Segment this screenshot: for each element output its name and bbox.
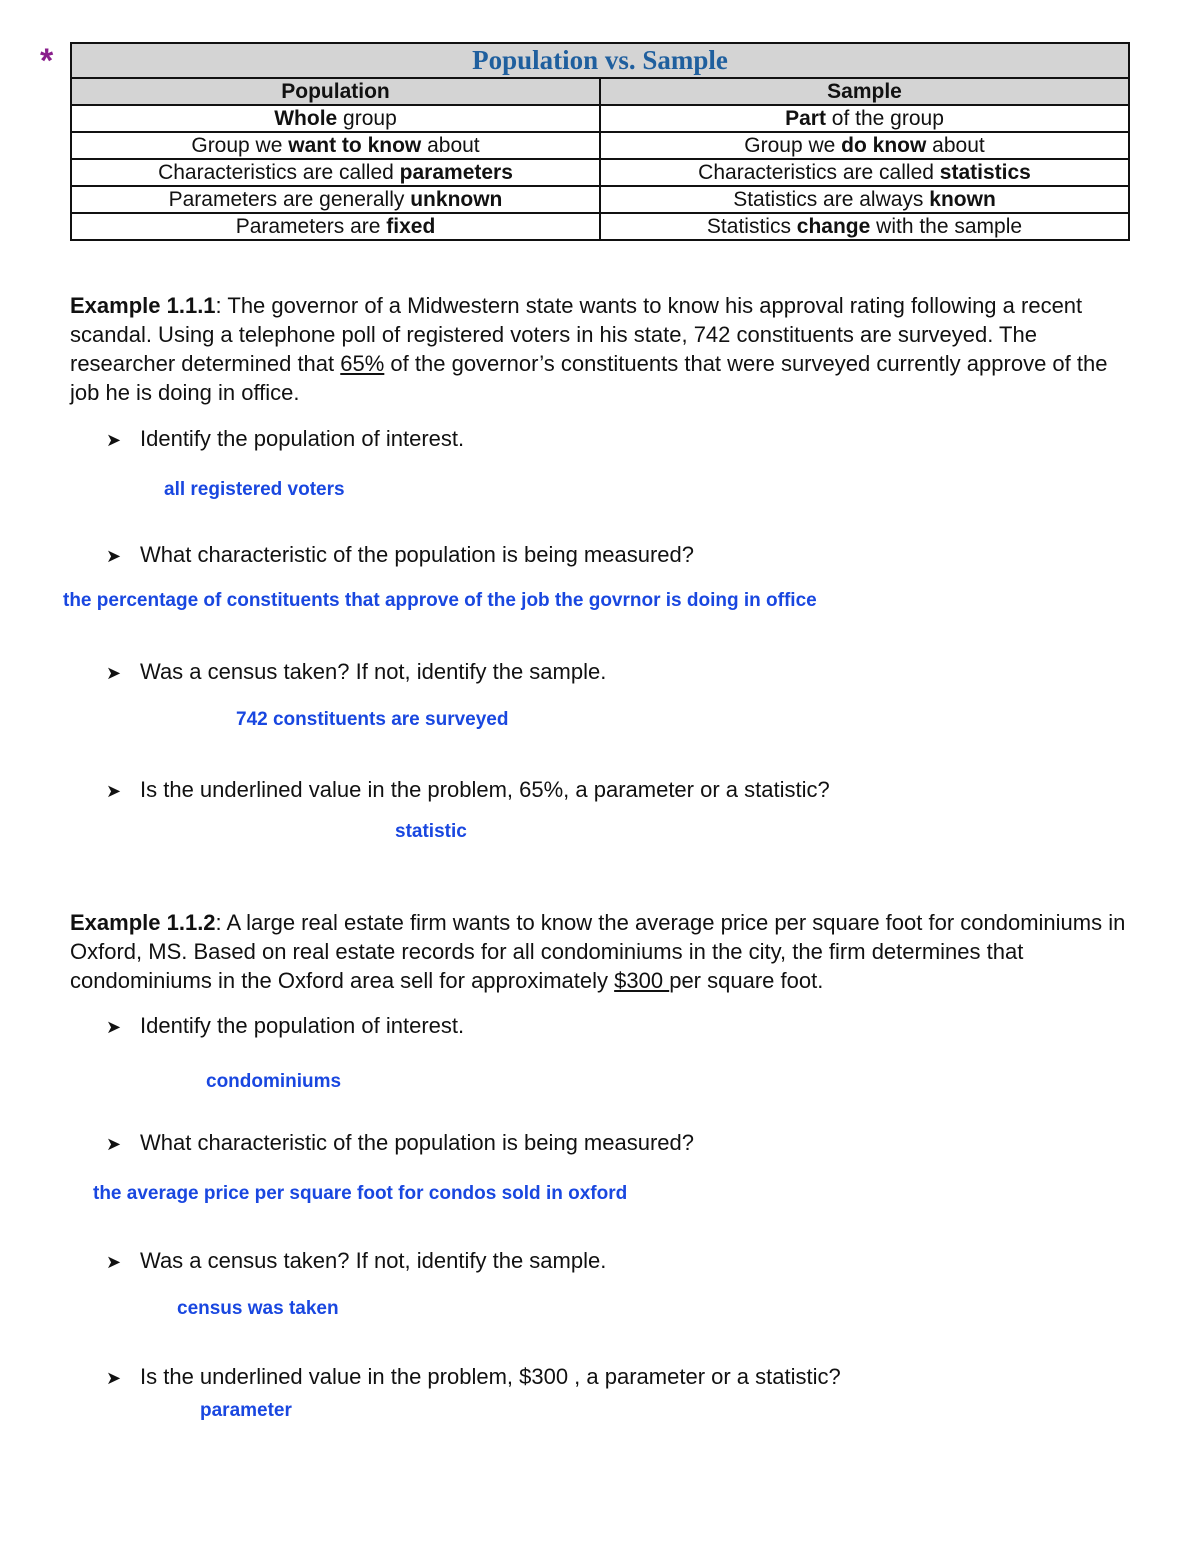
- answer-text: 742 constituents are surveyed: [236, 709, 509, 730]
- question-item: ➤ What characteristic of the population is being measured?: [106, 1129, 694, 1158]
- sample-cell: Part of the group: [600, 105, 1129, 132]
- table-row: [71, 186, 1129, 213]
- table-row: [71, 159, 1129, 186]
- example-1-label: Example 1.1.1: [70, 293, 216, 318]
- population-cell: Group we want to know about: [71, 132, 600, 159]
- arrow-bullet-icon: ➤: [106, 663, 122, 683]
- arrow-bullet-icon: ➤: [106, 1017, 122, 1037]
- answer-text: parameter: [200, 1400, 292, 1421]
- arrow-bullet-icon: ➤: [106, 1252, 122, 1272]
- table-title: Population vs. Sample: [71, 43, 1129, 78]
- header-sample: Sample: [600, 78, 1129, 105]
- question-item: ➤ Is the underlined value in the problem, 65%, a parameter or a statistic?: [106, 776, 830, 805]
- population-cell: Whole group: [71, 105, 600, 132]
- sample-cell: Statistics change with the sample: [600, 213, 1129, 240]
- table-row: [71, 105, 1129, 132]
- population-cell: Parameters are generally unknown: [71, 186, 600, 213]
- table-row: [71, 132, 1129, 159]
- population-vs-sample-table: [70, 42, 1130, 241]
- answer-text: the percentage of constituents that approve of the job the govrnor is doing in office: [63, 590, 817, 611]
- question-item: ➤ Identify the population of interest.: [106, 1012, 464, 1041]
- example-2-paragraph: Example 1.1.2: A large real estate firm wants to know the average price per square foot for condominiums in Oxford, MS. Based on real estate records for all condominiums in the city, the firm determines that condominiums in the Oxford area sell for approximately $300 per square foot.: [70, 910, 1126, 993]
- example-1-paragraph: Example 1.1.1: The governor of a Midwestern state wants to know his approval rating following a recent scandal. Using a telephone poll of registered voters in his state, 742 constituents are surveyed. The researcher determined that 65% of the governor’s constituents that were surveyed currently approve of the job he is doing in office.: [70, 293, 1108, 405]
- sample-cell: Group we do know about: [600, 132, 1129, 159]
- question-item: ➤ Is the underlined value in the problem, $300 , a parameter or a statistic?: [106, 1363, 841, 1392]
- arrow-bullet-icon: ➤: [106, 781, 122, 801]
- question-item: ➤ Was a census taken? If not, identify the sample.: [106, 1247, 606, 1276]
- question-item: ➤ Was a census taken? If not, identify the sample.: [106, 658, 606, 687]
- answer-text: all registered voters: [164, 479, 345, 500]
- arrow-bullet-icon: ➤: [106, 1134, 122, 1154]
- answer-text: statistic: [395, 821, 467, 842]
- header-population: Population: [71, 78, 600, 105]
- underlined-value: $300: [614, 968, 670, 993]
- underlined-value: 65%: [340, 351, 385, 376]
- sample-cell: Characteristics are called statistics: [600, 159, 1129, 186]
- population-cell: Characteristics are called parameters: [71, 159, 600, 186]
- example-2-label: Example 1.1.2: [70, 910, 216, 935]
- question-item: ➤ Identify the population of interest.: [106, 425, 464, 454]
- table-row: [71, 213, 1129, 240]
- arrow-bullet-icon: ➤: [106, 1368, 122, 1388]
- answer-text: the average price per square foot for condos sold in oxford: [93, 1183, 628, 1204]
- population-cell: Parameters are fixed: [71, 213, 600, 240]
- arrow-bullet-icon: ➤: [106, 430, 122, 450]
- answer-text: census was taken: [177, 1298, 339, 1319]
- answer-text: condominiums: [206, 1071, 342, 1092]
- sample-cell: Statistics are always known: [600, 186, 1129, 213]
- arrow-bullet-icon: ➤: [106, 546, 122, 566]
- question-item: ➤ What characteristic of the population is being measured?: [106, 541, 694, 570]
- star-marker: *: [40, 42, 54, 80]
